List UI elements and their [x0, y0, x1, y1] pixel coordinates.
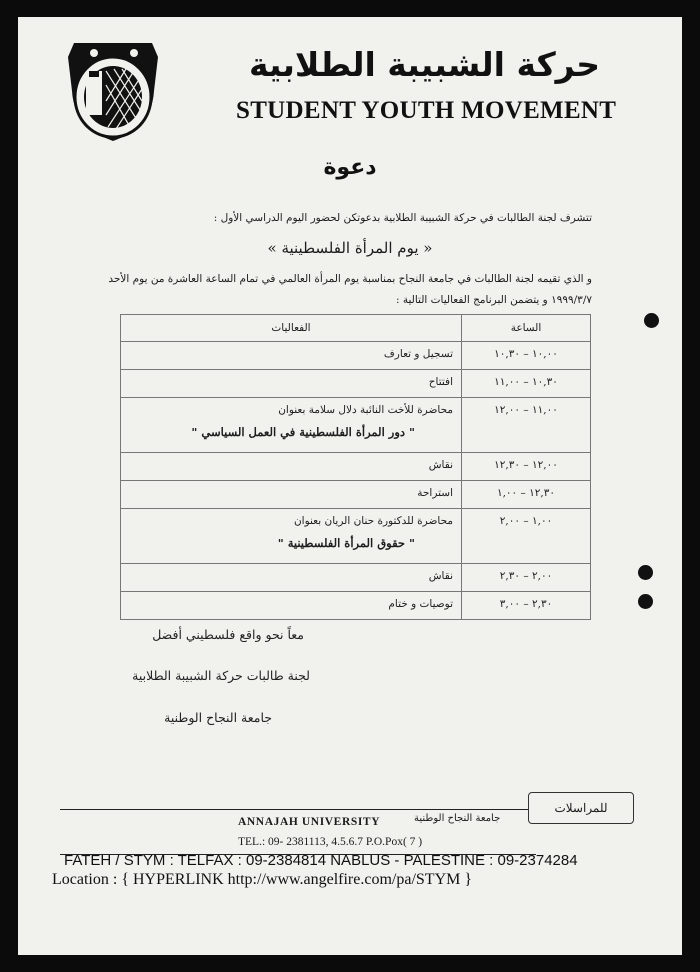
invitation-intro: تتشرف لجنة الطالبات في حركة الشبيبة الطلابية بدعوتكن لحضور اليوم الدراسي الأول :	[213, 212, 592, 224]
signature-university: جامعة النجاح الوطنية	[164, 710, 272, 725]
program-row	[121, 398, 591, 453]
program-activity: محاضرة للأخت النائبة دلال سلامة بعنوان	[278, 404, 453, 416]
program-activity: تسجيل و تعارف	[121, 342, 462, 370]
activity-column-header: الفعاليات	[121, 315, 462, 342]
program-time: ١٠,٠٠ – ١٠,٣٠	[462, 342, 591, 370]
website-line: Location : { HYPERLINK http://www.angelfire.com/pa/STYM }	[52, 871, 473, 888]
program-activity: استراحة	[121, 481, 462, 509]
time-column-header: الساعة	[462, 315, 591, 342]
program-time: ١,٠٠ – ٢,٠٠	[462, 509, 591, 564]
program-row	[121, 453, 591, 481]
punch-hole	[644, 313, 659, 328]
program-time: ١١,٠٠ – ١٢,٠٠	[462, 398, 591, 453]
program-row	[121, 342, 591, 370]
program-activity: محاضرة للدكتورة حنان الريان بعنوان	[293, 515, 453, 527]
invitation-heading: دعوة	[323, 155, 377, 180]
program-time: ١٠,٣٠ – ١١,٠٠	[462, 370, 591, 398]
invitation-details: و الذي تقيمه لجنة الطالبات في جامعة النجاح بمناسبة يوم المرأة العالمي في تمام الساعة العاشرة من يوم الأحد	[108, 273, 592, 285]
program-time: ١٢,٣٠ – ١,٠٠	[462, 481, 591, 509]
program-activity-cell	[121, 398, 462, 453]
program-row	[121, 509, 591, 564]
signature-committee: لجنة طالبات حركة الشبيبة الطلابية	[132, 668, 310, 683]
program-time: ٢,٠٠ – ٢,٣٠	[462, 564, 591, 592]
punch-hole	[638, 565, 653, 580]
program-activity: افتتاح	[121, 370, 462, 398]
slogan: معاً نحو واقع فلسطيني أفضل	[152, 627, 304, 642]
program-row	[121, 564, 591, 592]
punch-hole	[638, 594, 653, 609]
event-title: « يوم المرأة الفلسطينية »	[267, 239, 433, 257]
university-phone: TEL.: 09- 2381113, 4.5.6.7 P.O.Pox( 7 )	[238, 836, 423, 848]
program-time: ٢,٣٠ – ٣,٠٠	[462, 592, 591, 620]
lecture-title: " حقوق المرأة الفلسطينية "	[277, 536, 415, 550]
movement-name-english: STUDENT YOUTH MOVEMENT	[236, 97, 617, 124]
program-header-row	[121, 315, 591, 342]
contact-line: FATEH / STYM : TELFAX : 09-2384814 NABLUS - PALESTINE : 09-2374284	[64, 852, 578, 869]
program-row	[121, 592, 591, 620]
footer-divider	[60, 809, 528, 810]
lecture-title: " دور المرأة الفلسطينية في العمل السياسي "	[191, 425, 415, 439]
movement-name-arabic: حركة الشبيبة الطلابية	[249, 45, 600, 84]
program-table	[120, 314, 591, 620]
program-time: ١٢,٠٠ – ١٢,٣٠	[462, 453, 591, 481]
correspondence-box: للمراسلات	[528, 792, 634, 824]
program-activity-cell	[121, 509, 462, 564]
program-activity: نقاش	[121, 564, 462, 592]
university-name-english: ANNAJAH UNIVERSITY	[238, 816, 381, 828]
letter-page	[18, 17, 682, 955]
invitation-date: ١٩٩٩/٣/٧ و يتضمن البرنامج الفعاليات التالية :	[395, 294, 592, 306]
movement-emblem-logo	[64, 31, 162, 145]
program-activity: نقاش	[121, 453, 462, 481]
university-name-arabic: جامعة النجاح الوطنية	[414, 813, 501, 824]
program-activity: توصيات و ختام	[121, 592, 462, 620]
program-row	[121, 481, 591, 509]
program-row	[121, 370, 591, 398]
